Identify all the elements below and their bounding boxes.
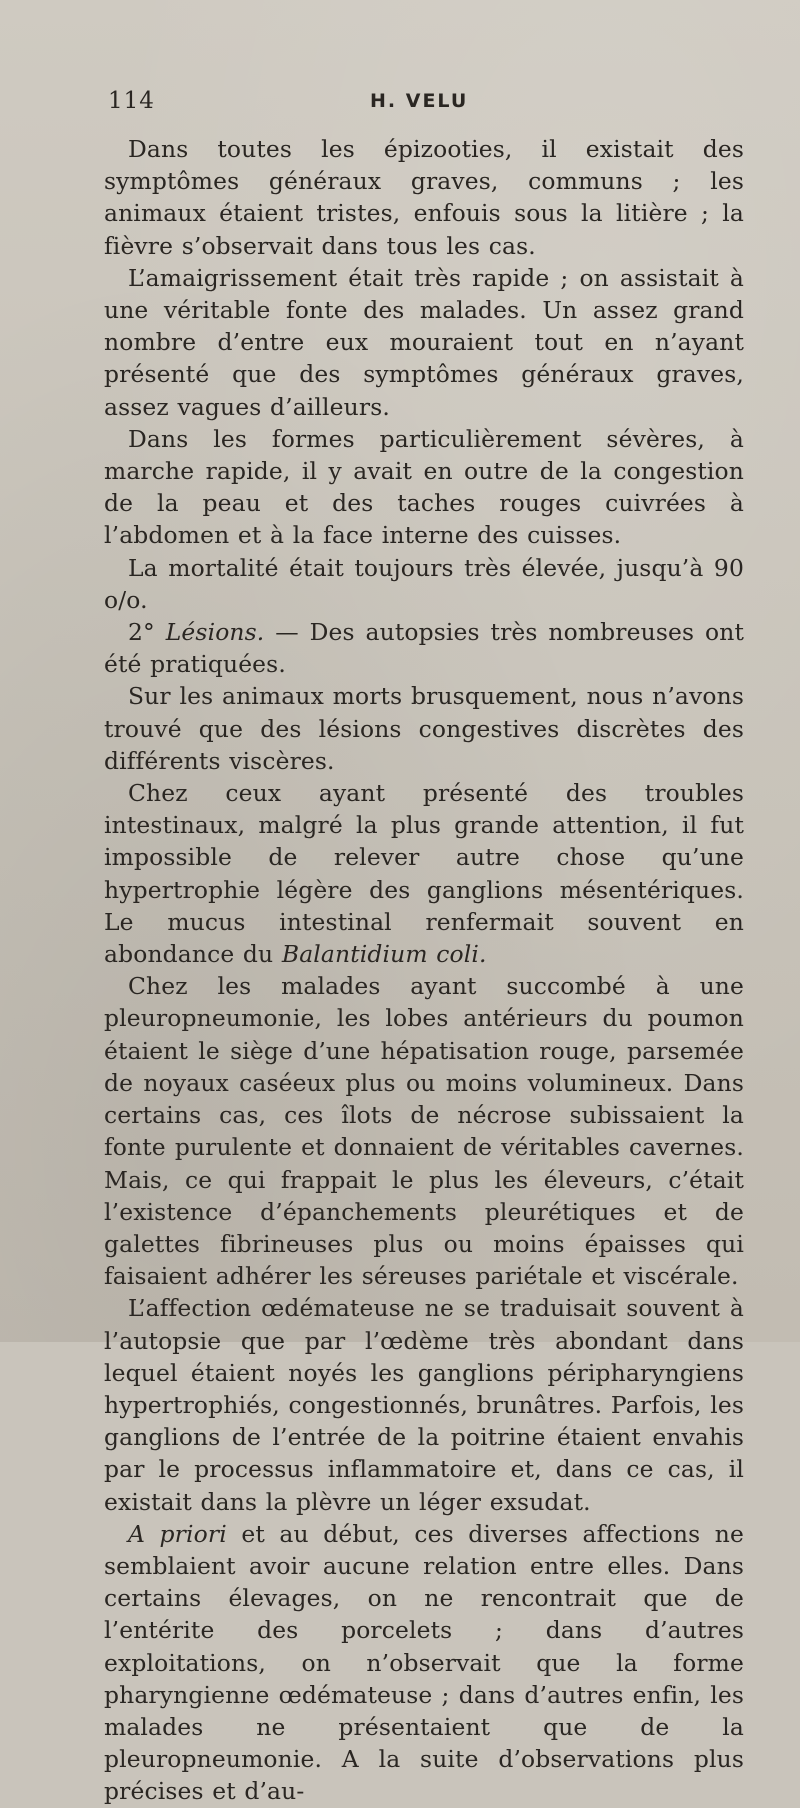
- paragraph: [104, 423, 744, 552]
- italic-text: Lésions.: [165, 618, 265, 647]
- paragraph-text: et au début, ces diverses affections ne semblaient avoir aucune relation entre elles. Dans certains élevages, on ne rencontrait que de l’entérite des porcelets ; dans d’autres exploitations, on n’observait que la forme pharyngienne œdémateuse ; dans d’autres enfin, les malades ne présentaient que de la pleuropneumonie. A la suite d’observations plus précises et d’au-: [104, 1519, 744, 1806]
- paragraph-text: La mortalité était toujours très élevée, jusqu’à 90 o/o.: [104, 553, 744, 614]
- paragraph: [104, 262, 744, 423]
- paragraph-text: Sur les animaux morts brusquement, nous n’avons trouvé que des lésions congestives discrètes des différents viscères.: [104, 682, 744, 775]
- paragraph-text: L’amaigrissement était très rapide ; on assistait à une véritable fonte des malades. Un assez grand nombre d’entre eux mouraient tout en n’ayant présenté que des symptômes généraux graves, assez vagues d’ailleurs.: [104, 263, 744, 421]
- running-head: H. VELU: [370, 90, 469, 112]
- paragraph: [104, 777, 744, 970]
- paragraph-text: — Des autopsies très nombreuses ont été pratiquées.: [104, 618, 744, 679]
- paragraph-text: Dans toutes les épizooties, il existait des symptômes généraux graves, communs ; les animaux étaient tristes, enfouis sous la litière ; la fièvre s’observait dans tous les cas.: [104, 135, 744, 260]
- paragraph: [104, 970, 744, 1292]
- paragraph: [104, 552, 744, 616]
- paragraph-text: 2°: [128, 618, 166, 647]
- page-header: [108, 88, 748, 118]
- paragraph: [104, 133, 744, 262]
- paragraph-text: Chez ceux ayant présenté des troubles intestinaux, malgré la plus grande attention, il fut impossible de relever autre chose qu’une hypertrophie légère des ganglions mésentériques. Le mucus intestinal renfermait souvent en abondance du: [104, 779, 744, 969]
- paragraph-text: L’affection œdémateuse ne se traduisait souvent à l’autopsie que par l’œdème très abondant dans lequel étaient noyés les ganglions péripharyngiens hypertrophiés, congestionnés, brunâtres. Parfois, les ganglions de l’entrée de la poitrine étaient envahis par le processus inflammatoire et, dans ce cas, il existait dans la plèvre un léger exsudat.: [104, 1294, 744, 1516]
- italic-text: A priori: [128, 1519, 227, 1548]
- paragraph-text: Dans les formes particulièrement sévères, à marche rapide, il y avait en outre de la congestion de la peau et des taches rouges cuivrées à l’abdomen et à la face interne des cuisses.: [104, 424, 744, 550]
- italic-text: Balantidium coli.: [281, 940, 487, 969]
- page-number: 114: [108, 88, 155, 114]
- paragraph: [104, 1292, 744, 1517]
- paragraph: [104, 1518, 744, 1808]
- paragraph: [104, 616, 744, 680]
- body-text: [104, 133, 744, 1808]
- paragraph: [104, 680, 744, 777]
- paragraph-text: Chez les malades ayant succombé à une pleuropneumonie, les lobes antérieurs du poumon étaient le siège d’une hépatisation rouge, parsemée de noyaux caséeux plus ou moins volumineux. Dans certains cas, ces îlots de nécrose subissaient la fonte purulente et donnaient de véritables cavernes. Mais, ce qui frappait le plus les éleveurs, c’était l’existence d’épanchements pleurétiques et de galettes fibrineuses plus ou moins épaisses qui faisaient adhérer les séreuses pariétale et viscérale.: [104, 972, 744, 1291]
